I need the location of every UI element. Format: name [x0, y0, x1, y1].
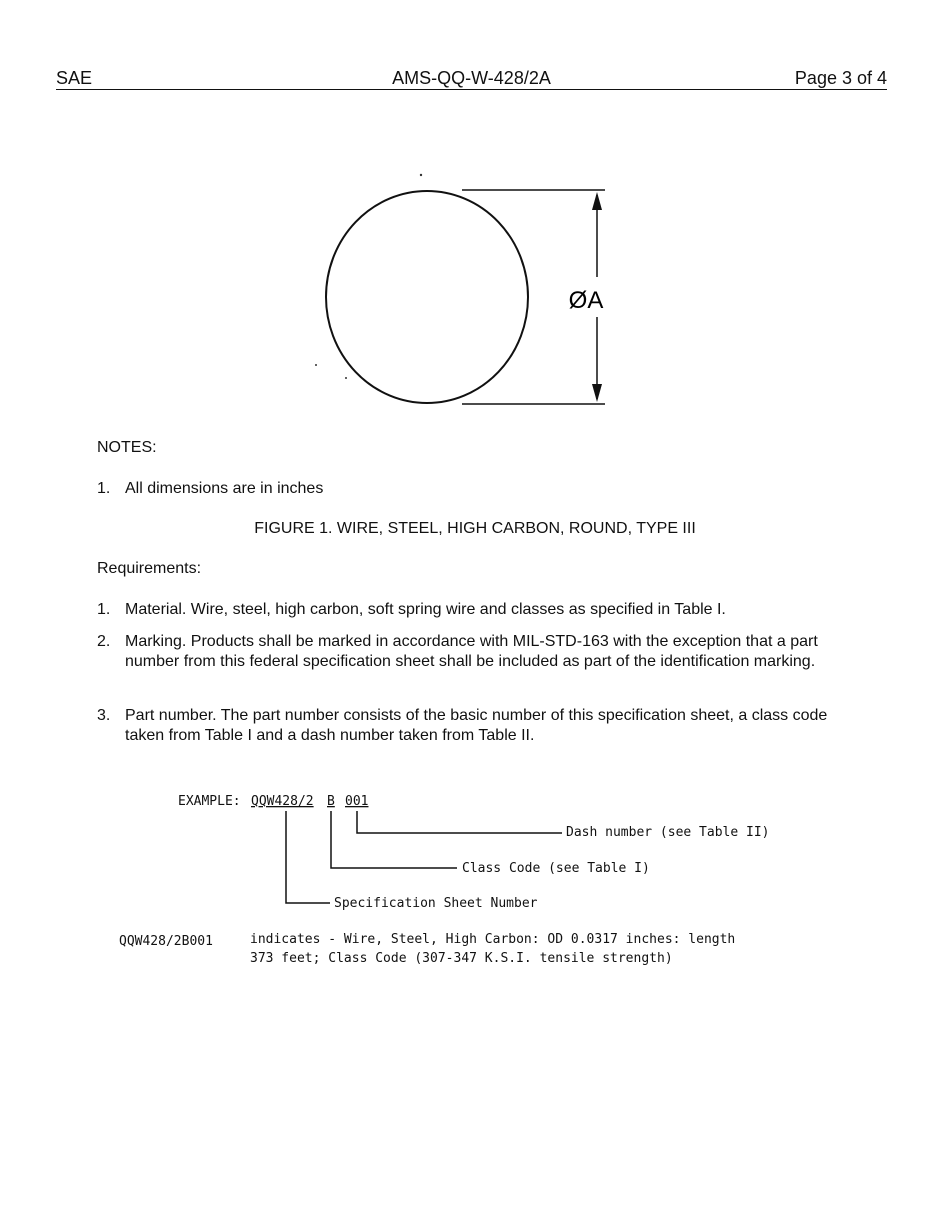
scan-speck — [345, 377, 347, 379]
note-number: 1. — [97, 480, 111, 497]
requirement-text: Marking. Products shall be marked in accordance with MIL-STD-163 with the exception that a part number from this federal specification sheet shall be included as part of the identification marking. — [125, 633, 818, 670]
requirement-number: 2. — [97, 633, 111, 650]
requirement-item — [97, 706, 847, 746]
scan-speck — [315, 364, 317, 366]
figure-caption: FIGURE 1. WIRE, STEEL, HIGH CARBON, ROUND, TYPE III — [254, 520, 696, 537]
example-label: EXAMPLE: — [178, 794, 241, 809]
part-number-example-diagram — [110, 780, 850, 980]
header-document-id: AMS-QQ-W-428/2A — [392, 68, 551, 88]
requirements-title: Requirements: — [97, 560, 202, 577]
spec-leader-line — [286, 811, 330, 903]
arrowhead-up — [592, 192, 602, 210]
spec-sheet-description: Specification Sheet Number — [334, 896, 538, 911]
note-text: All dimensions are in inches — [125, 480, 324, 497]
requirement-item — [97, 600, 847, 620]
wire-circle — [326, 191, 528, 403]
example-full-number: QQW428/2B001 — [119, 934, 213, 949]
requirement-item — [97, 632, 847, 672]
example-indicates-line-1: indicates - Wire, Steel, High Carbon: OD 0.0317 inches: length — [250, 932, 736, 947]
requirement-text: Part number. The part number consists of the basic number of this specification sheet, a class code taken from Table I and a dash number taken from Table II. — [125, 707, 828, 744]
class-leader-line — [331, 811, 457, 868]
example-spec-part: QQW428/2 — [251, 794, 314, 809]
example-indicates-line-2: 373 feet; Class Code (307-347 K.S.I. tensile strength) — [250, 951, 673, 966]
requirement-number: 3. — [97, 707, 111, 724]
diameter-label: ØA — [568, 287, 604, 314]
requirement-text: Material. Wire, steel, high carbon, soft spring wire and classes as specified in Table I. — [125, 601, 726, 618]
requirement-number: 1. — [97, 601, 111, 618]
class-code-description: Class Code (see Table I) — [462, 861, 650, 876]
scan-speck — [420, 174, 422, 176]
arrowhead-down — [592, 384, 602, 402]
header-org: SAE — [56, 68, 93, 88]
header-page-number: Page 3 of 4 — [794, 68, 887, 88]
wire-cross-section-figure — [300, 165, 630, 415]
example-class-part: B — [327, 794, 335, 809]
notes-title: NOTES: — [97, 439, 157, 456]
dash-leader-line — [357, 811, 562, 833]
dash-number-description: Dash number (see Table II) — [566, 825, 770, 840]
example-dash-part: 001 — [345, 794, 369, 809]
page-header — [56, 67, 887, 90]
